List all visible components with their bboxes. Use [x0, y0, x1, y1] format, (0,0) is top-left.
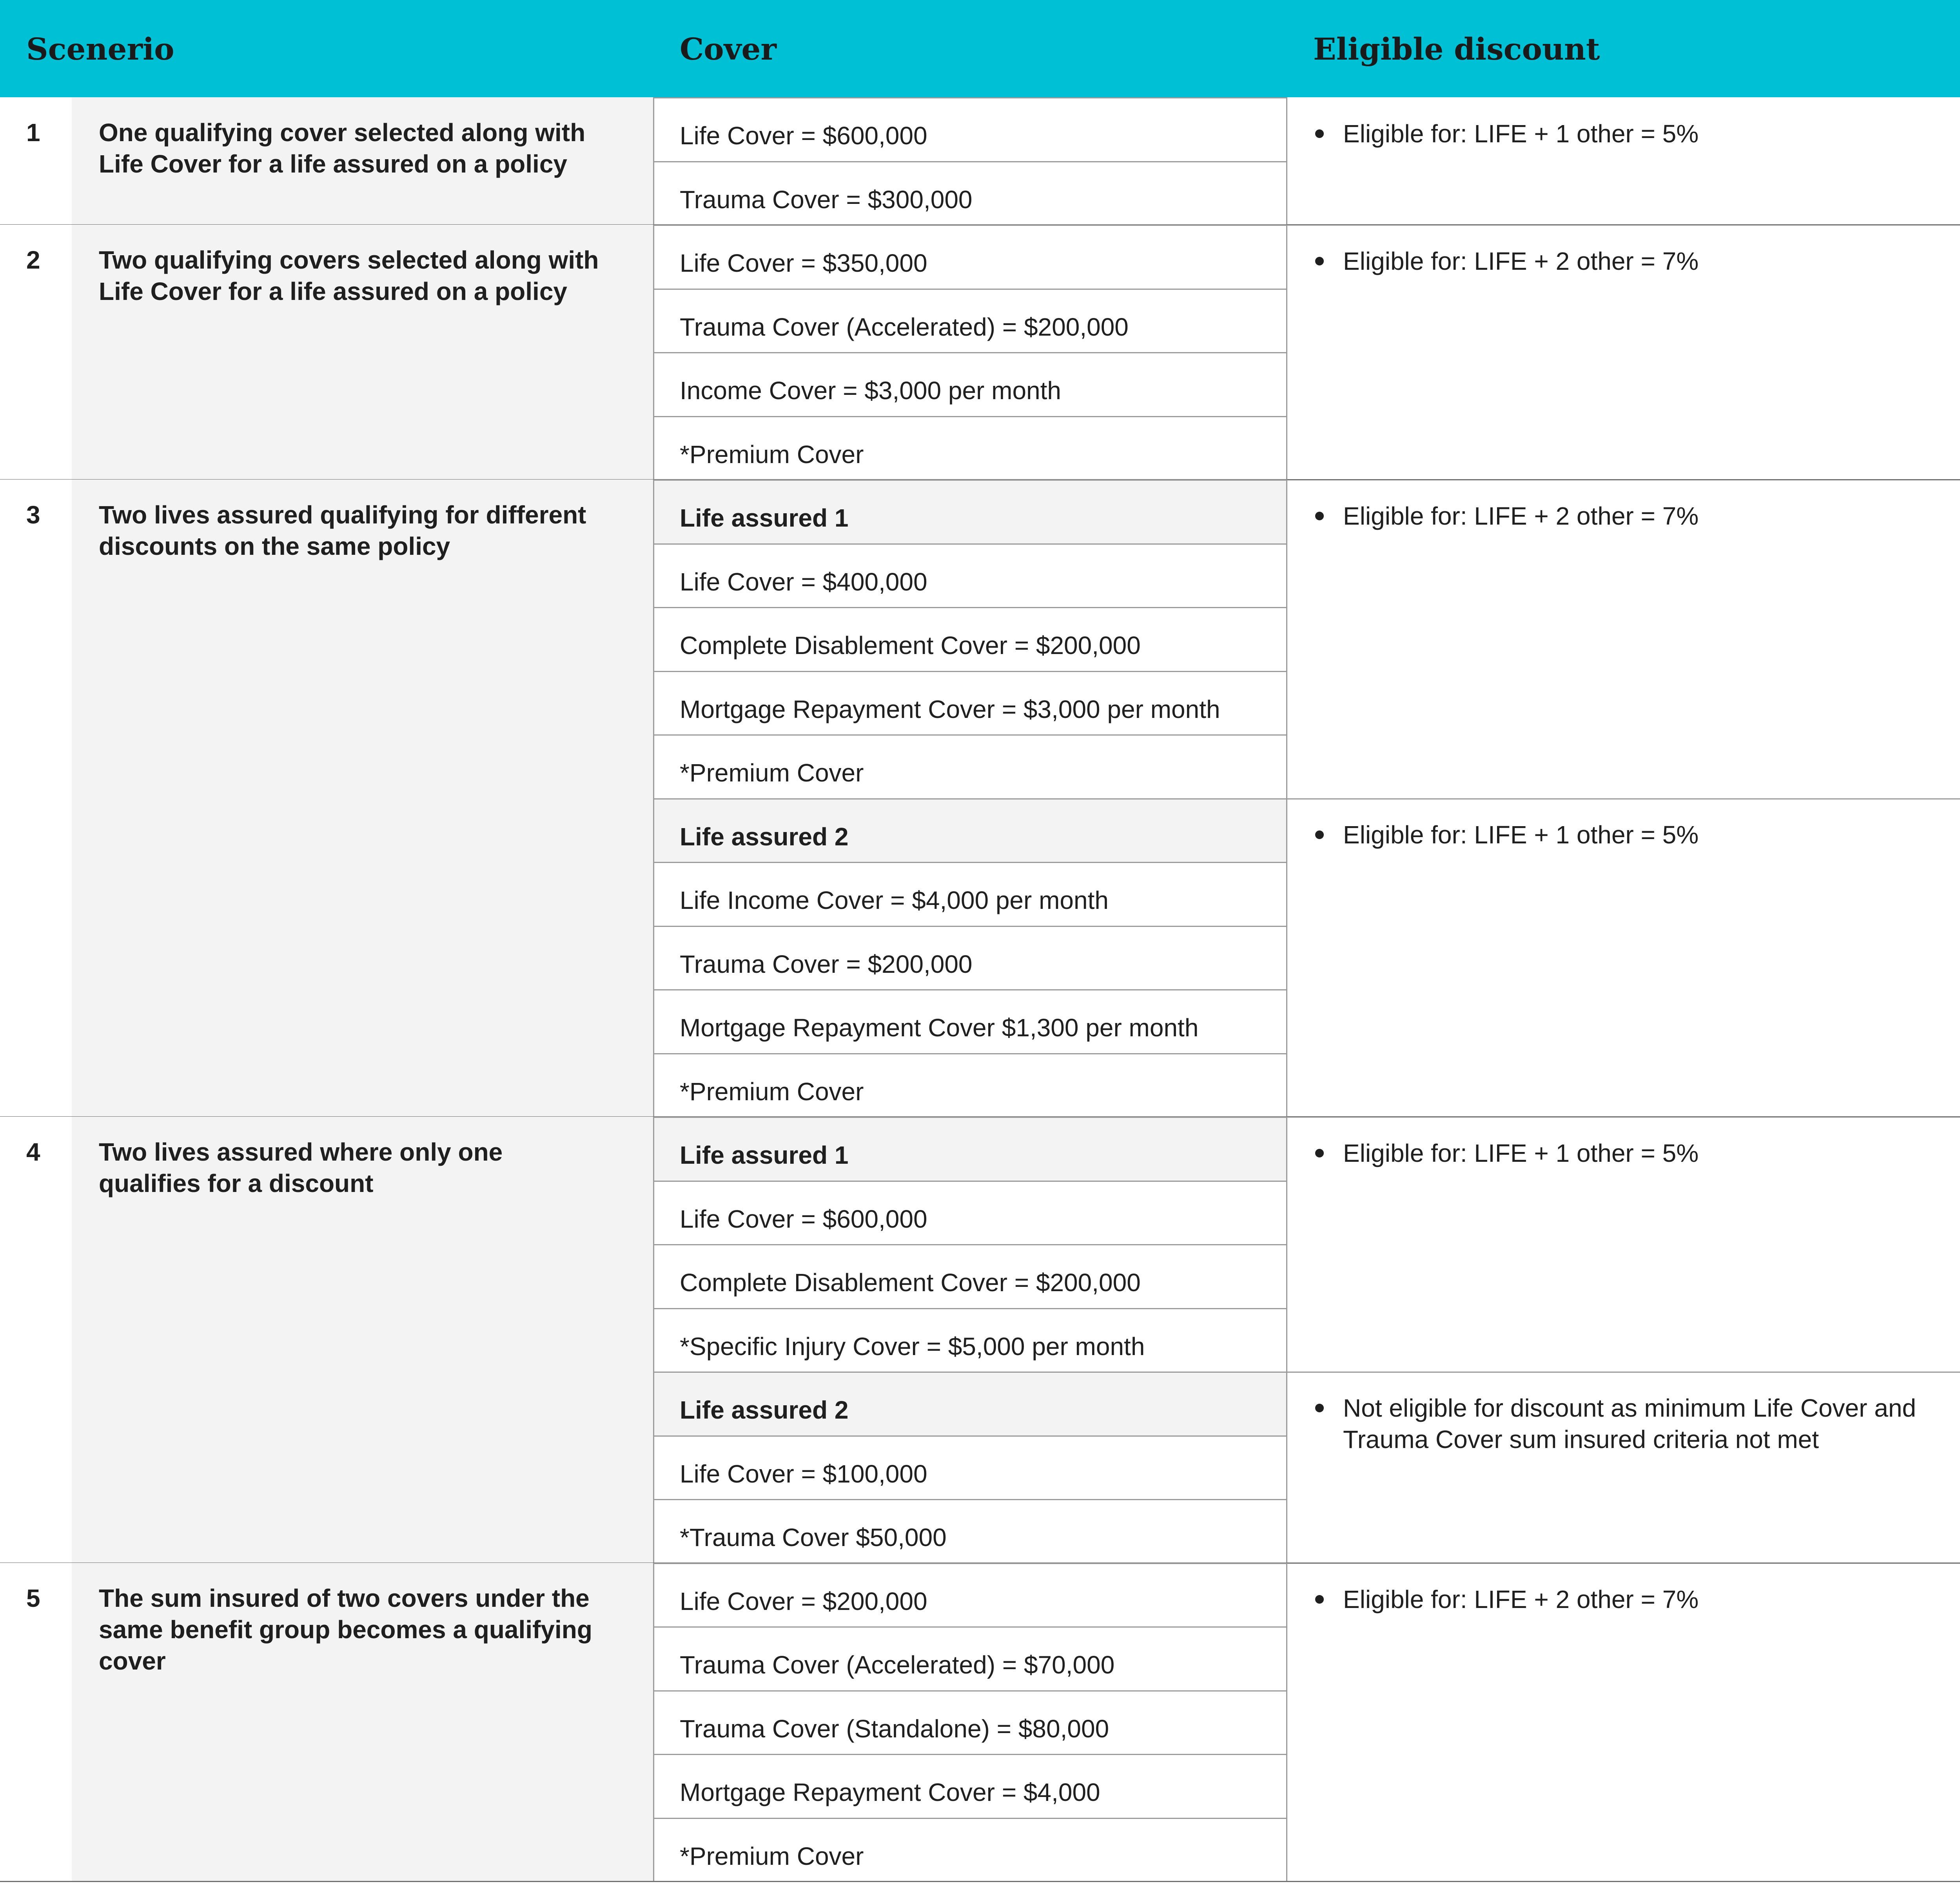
- cover-item: *Premium Cover: [654, 734, 1287, 798]
- column-divider: [1286, 1117, 1287, 1563]
- scenario-number: 1: [26, 118, 40, 147]
- cover-item: Mortgage Repayment Cover $1,300 per month: [654, 989, 1287, 1053]
- cover-item: Trauma Cover (Accelerated) = $200,000: [654, 289, 1287, 352]
- discount-cell: [1287, 1372, 1960, 1563]
- table-header: [0, 0, 1960, 97]
- cover-item: *Specific Injury Cover = $5,000 per month: [654, 1308, 1287, 1372]
- scenario-description: One qualifying cover selected along with Life Cover for a life assured on a policy: [99, 118, 586, 178]
- discount-divider: [1287, 798, 1960, 799]
- discount-text: Eligible for: LIFE + 1 other = 5%: [1343, 820, 1699, 849]
- discount-cell: [1287, 225, 1960, 480]
- life-assured-label: Life assured 2: [654, 798, 1287, 862]
- discount-cell: [1287, 1117, 1960, 1372]
- bullet-icon: [1315, 830, 1324, 839]
- discount-text: Eligible for: LIFE + 1 other = 5%: [1343, 120, 1699, 148]
- scenario-description: The sum insured of two covers under the same benefit group becomes a qualifying cover: [99, 1584, 592, 1675]
- cover-item: Trauma Cover (Standalone) = $80,000: [654, 1690, 1287, 1754]
- cover-item: Income Cover = $3,000 per month: [654, 352, 1287, 416]
- life-assured-label: Life assured 2: [654, 1372, 1287, 1435]
- scenario-number-cell: [0, 1117, 72, 1563]
- bullet-icon: [1315, 257, 1324, 265]
- discount-cell: [1287, 1563, 1960, 1882]
- column-divider: [653, 1563, 654, 1882]
- scenario-description-cell: [72, 480, 654, 1117]
- scenario-description-cell: [72, 1563, 654, 1882]
- cover-item: Mortgage Repayment Cover = $3,000 per month: [654, 671, 1287, 735]
- cover-item: Life Cover = $600,000: [654, 97, 1287, 161]
- column-divider: [653, 97, 654, 225]
- scenario-number: 4: [26, 1138, 40, 1166]
- scenario-number-cell: [0, 480, 72, 1117]
- column-divider: [653, 225, 654, 480]
- cover-item: Trauma Cover = $300,000: [654, 161, 1287, 225]
- column-divider: [1286, 1563, 1287, 1882]
- scenario-description: Two lives assured qualifying for different discounts on the same policy: [99, 501, 586, 560]
- bullet-icon: [1315, 1404, 1324, 1412]
- scenario-description-cell: [72, 97, 654, 225]
- cover-item: Life Cover = $350,000: [654, 225, 1287, 289]
- discount-cell: [1287, 480, 1960, 798]
- discount-cell: [1287, 97, 1960, 225]
- discount-text: Eligible for: LIFE + 2 other = 7%: [1343, 247, 1699, 275]
- cover-item: *Premium Cover: [654, 416, 1287, 480]
- discount-text: Not eligible for discount as minimum Life Cover and Trauma Cover sum insured criteria not met: [1343, 1394, 1916, 1453]
- scenario-description: Two qualifying covers selected along with Life Cover for a life assured on a policy: [99, 246, 599, 305]
- cover-item: Mortgage Repayment Cover = $4,000: [654, 1754, 1287, 1818]
- scenario-description-cell: [72, 225, 654, 480]
- cover-item: Life Cover = $200,000: [654, 1563, 1287, 1627]
- scenario-number: 3: [26, 501, 40, 529]
- cover-item: Life Cover = $400,000: [654, 543, 1287, 607]
- scenario-divider: [0, 1881, 1960, 1882]
- cover-item: *Trauma Cover $50,000: [654, 1499, 1287, 1563]
- header-eligible-discount: Eligible discount: [1313, 32, 1600, 67]
- column-divider: [1286, 97, 1287, 225]
- column-divider: [653, 1117, 654, 1563]
- life-assured-label: Life assured 1: [654, 480, 1287, 543]
- scenario-number: 2: [26, 246, 40, 274]
- cover-item: Life Cover = $100,000: [654, 1435, 1287, 1499]
- discount-divider: [1287, 1372, 1960, 1373]
- scenario-description: Two lives assured where only one qualifies for a discount: [99, 1138, 503, 1197]
- discount-cell: [1287, 798, 1960, 1117]
- scenario-number: 5: [26, 1584, 40, 1612]
- header-cover: Cover: [680, 32, 777, 67]
- discount-text: Eligible for: LIFE + 2 other = 7%: [1343, 502, 1699, 530]
- cover-item: *Premium Cover: [654, 1053, 1287, 1117]
- column-divider: [653, 480, 654, 1117]
- life-assured-label: Life assured 1: [654, 1117, 1287, 1181]
- cover-item: Life Income Cover = $4,000 per month: [654, 862, 1287, 926]
- discount-text: Eligible for: LIFE + 2 other = 7%: [1343, 1585, 1699, 1613]
- cover-item: Life Cover = $600,000: [654, 1181, 1287, 1245]
- scenario-number-cell: [0, 97, 72, 225]
- bullet-icon: [1315, 1149, 1324, 1157]
- cover-item: Trauma Cover = $200,000: [654, 926, 1287, 990]
- bullet-icon: [1315, 512, 1324, 520]
- cover-item: Complete Disablement Cover = $200,000: [654, 607, 1287, 671]
- discount-text: Eligible for: LIFE + 1 other = 5%: [1343, 1139, 1699, 1167]
- cover-item: *Premium Cover: [654, 1818, 1287, 1882]
- header-scenario: Scenerio: [26, 32, 174, 67]
- scenario-description-cell: [72, 1117, 654, 1563]
- cover-item: Complete Disablement Cover = $200,000: [654, 1244, 1287, 1308]
- column-divider: [1286, 480, 1287, 1117]
- bullet-icon: [1315, 1595, 1324, 1604]
- bullet-icon: [1315, 129, 1324, 138]
- cover-item: Trauma Cover (Accelerated) = $70,000: [654, 1626, 1287, 1690]
- column-divider: [1286, 225, 1287, 480]
